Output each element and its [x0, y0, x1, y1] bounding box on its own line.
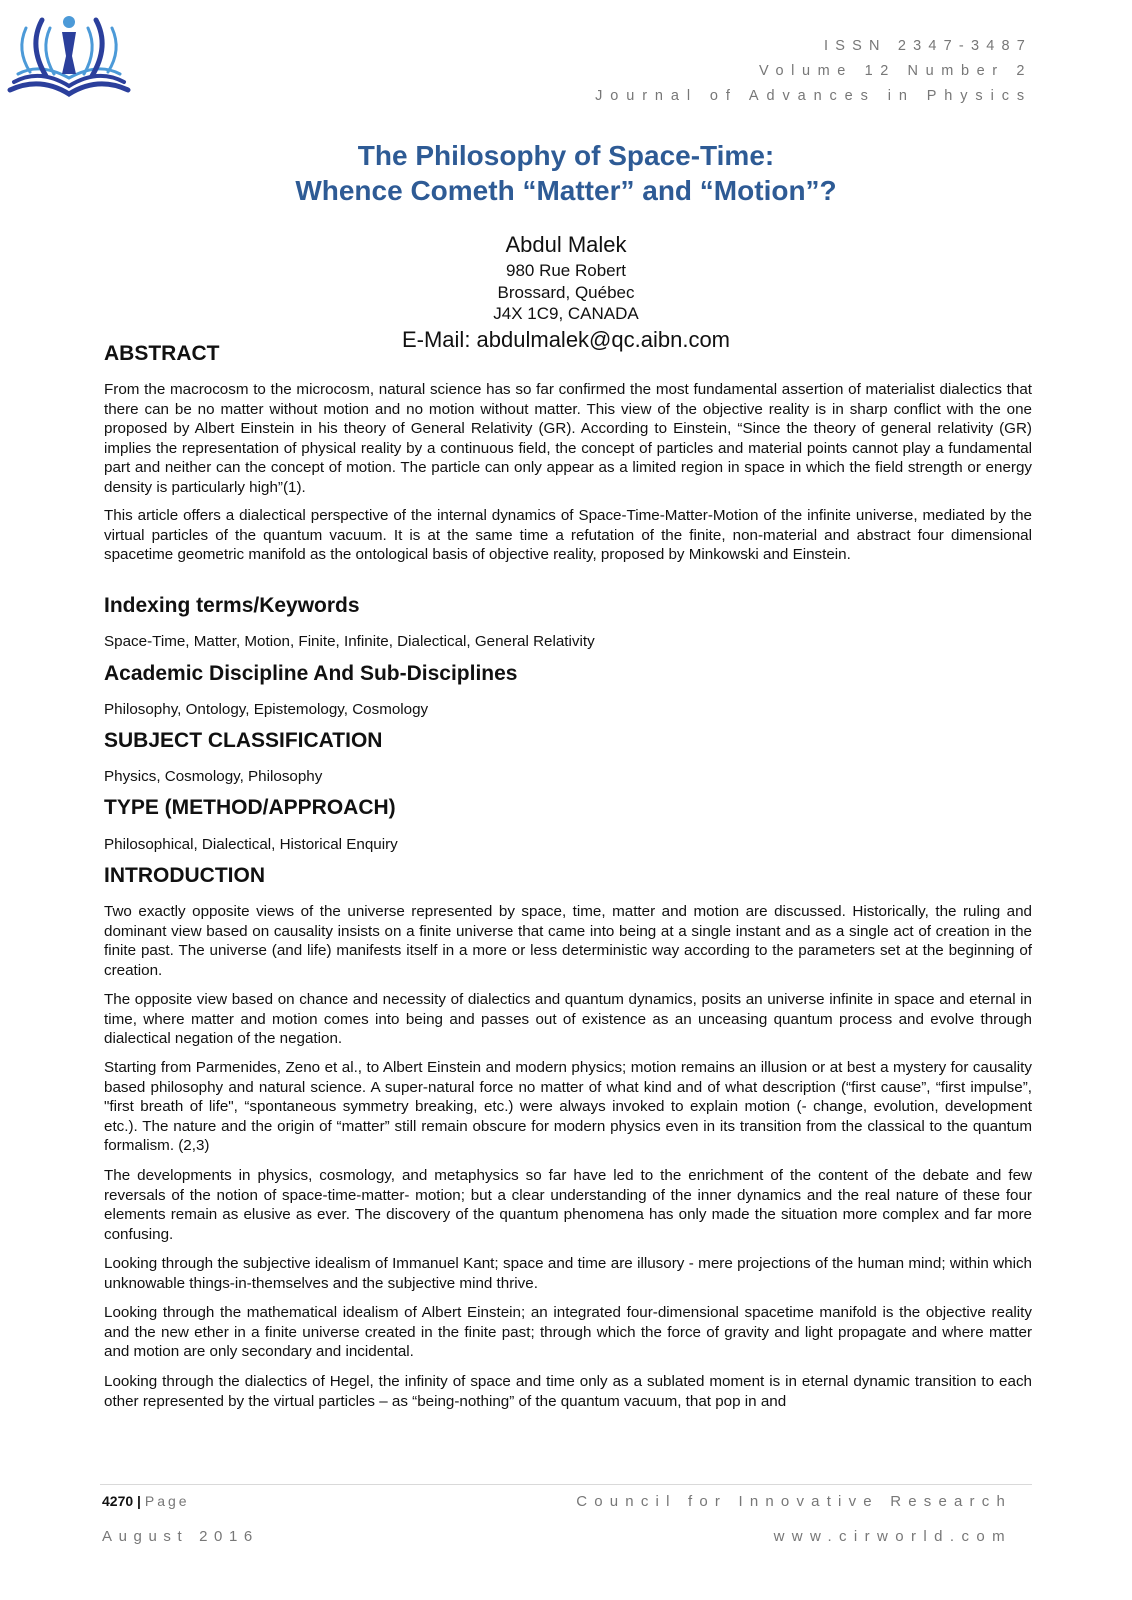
abstract-heading: ABSTRACT	[104, 342, 220, 365]
intro-paragraph-3: Starting from Parmenides, Zeno et al., to Albert Einstein and modern physics; motion remains an illusion or at best a mystery for causality based philosophy and natural science. A super-natural force no matter of what kind and of what description (“first cause”, “first impulse”, "first breath of life", “spontaneous symmetry breaking, etc.) were always invoked to explain motion (- change, evolution, development etc.). The nature and the origin of “matter” still remain obscure for modern physics even in its transition from the classical to the quantum formalism. (2,3)	[104, 1059, 1032, 1155]
discipline-heading: Academic Discipline And Sub-Disciplines	[104, 662, 518, 685]
author-email: E-Mail: abdulmalek@qc.aibn.com	[401, 326, 731, 352]
author-address-line-3: J4X 1C9, CANADA	[493, 304, 639, 323]
intro-paragraph-6: Looking through the mathematical idealism of Albert Einstein; an integrated four-dimensional spacetime manifold is the objective reality and the new ether in a finite universe created in the finite past; through which the force of gravity and light propagate and where matter and motion are only secondary and incidental.	[104, 1304, 1032, 1361]
keywords-text: Space-Time, Matter, Motion, Finite, Infinite, Dialectical, General Relativity	[104, 633, 595, 650]
author-address-line-1: 980 Rue Robert	[505, 261, 627, 280]
intro-paragraph-5: Looking through the subjective idealism of Immanuel Kant; space and time are illusory - mere projections of the human mind; within which unknowable things-in-themselves and the subjective mind thrive.	[104, 1255, 1032, 1292]
publication-date: August 2016	[102, 1528, 259, 1545]
intro-paragraph-1: Two exactly opposite views of the universe represented by space, time, matter and motion are discussed. Historically, the ruling and dominant view based on causality insists on a finite universe that came into being at a single instant and as a single act of creation in the finite past. The universe (and life) manifests itself in a more or less deterministic way according to the parameters set at the beginning of creation.	[104, 903, 1032, 979]
type-heading: TYPE (METHOD/APPROACH)	[104, 796, 396, 819]
footer-divider	[100, 1484, 1032, 1485]
journal-header	[595, 34, 1032, 109]
author-block	[100, 230, 1032, 355]
issn: ISSN 2347-3487	[823, 38, 1032, 54]
discipline-text: Philosophy, Ontology, Epistemology, Cosmology	[104, 701, 429, 718]
intro-paragraph-7: Looking through the dialectics of Hegel, the infinity of space and time only as a sublated moment is in eternal dynamic transition to each other represented by the virtual particles – as “being-nothing” of the quantum vacuum, that pop in and	[104, 1373, 1032, 1410]
page-number-block	[102, 1493, 190, 1509]
author-address-line-2: Brossard, Québec	[497, 282, 635, 302]
author-name: Abdul Malek	[505, 232, 627, 257]
publisher-name: Council for Innovative Research	[576, 1493, 1012, 1510]
publisher-website: www.cirworld.com	[773, 1528, 1012, 1545]
keywords-heading: Indexing terms/Keywords	[104, 594, 360, 617]
volume-number: Volume 12 Number 2	[758, 63, 1032, 79]
paper-title	[100, 138, 1032, 208]
subject-heading: SUBJECT CLASSIFICATION	[104, 729, 383, 752]
title-line-2: Whence Cometh “Matter” and “Motion”?	[295, 175, 837, 206]
journal-logo	[6, 6, 132, 106]
abstract-paragraph-1: From the macrocosm to the microcosm, natural science has so far confirmed the most fundamental assertion of materialist dialectics that there can be no matter without motion and no motion without matter. This view of the objective reality is in sharp conflict with the one proposed by Albert Einstein in his theory of General Relativity (GR). According to Einstein, “Since the theory of general relativity (GR) implies the representation of physical reality by a continuous field, the concept of particles and material points cannot play a fundamental part and neither can the concept of motion. The particle can only appear as a limited region in space in which the field strength or energy density is particularly high”(1).	[104, 381, 1032, 496]
page-label: Page	[144, 1493, 190, 1509]
abstract-paragraph-2: This article offers a dialectical perspective of the internal dynamics of Space-Time-Matter-Motion of the infinite universe, mediated by the virtual particles of the quantum vacuum. It is at the same time a refutation of the finite, non-material and abstract four dimensional spacetime geometric manifold as the ontological basis of objective reality, proposed by Minkowski and Einstein.	[104, 507, 1032, 564]
page-separator: |	[133, 1493, 145, 1509]
journal-name: Journal of Advances in Physics	[595, 88, 1032, 104]
page-number: 4270	[102, 1493, 134, 1509]
introduction-heading: INTRODUCTION	[104, 864, 265, 887]
intro-paragraph-2: The opposite view based on chance and necessity of dialectics and quantum dynamics, posits an universe infinite in space and eternal in time, where matter and motion comes into being and passes out of existence as an unceasing quantum process and evolve through dialectical negation of the negation.	[104, 991, 1032, 1048]
subject-text: Physics, Cosmology, Philosophy	[104, 768, 323, 785]
type-text: Philosophical, Dialectical, Historical Enquiry	[104, 836, 398, 853]
intro-paragraph-4: The developments in physics, cosmology, and metaphysics so far have led to the enrichment of the content of the debate and few reversals of the notion of space-time-matter- motion; but a clear understanding of the inner dynamics and the real nature of these four elements remain as elusive as ever. The discovery of the quantum phenomena has only made the situation more complex and far more confusing.	[104, 1167, 1032, 1243]
title-line-1: The Philosophy of Space-Time:	[357, 140, 775, 171]
